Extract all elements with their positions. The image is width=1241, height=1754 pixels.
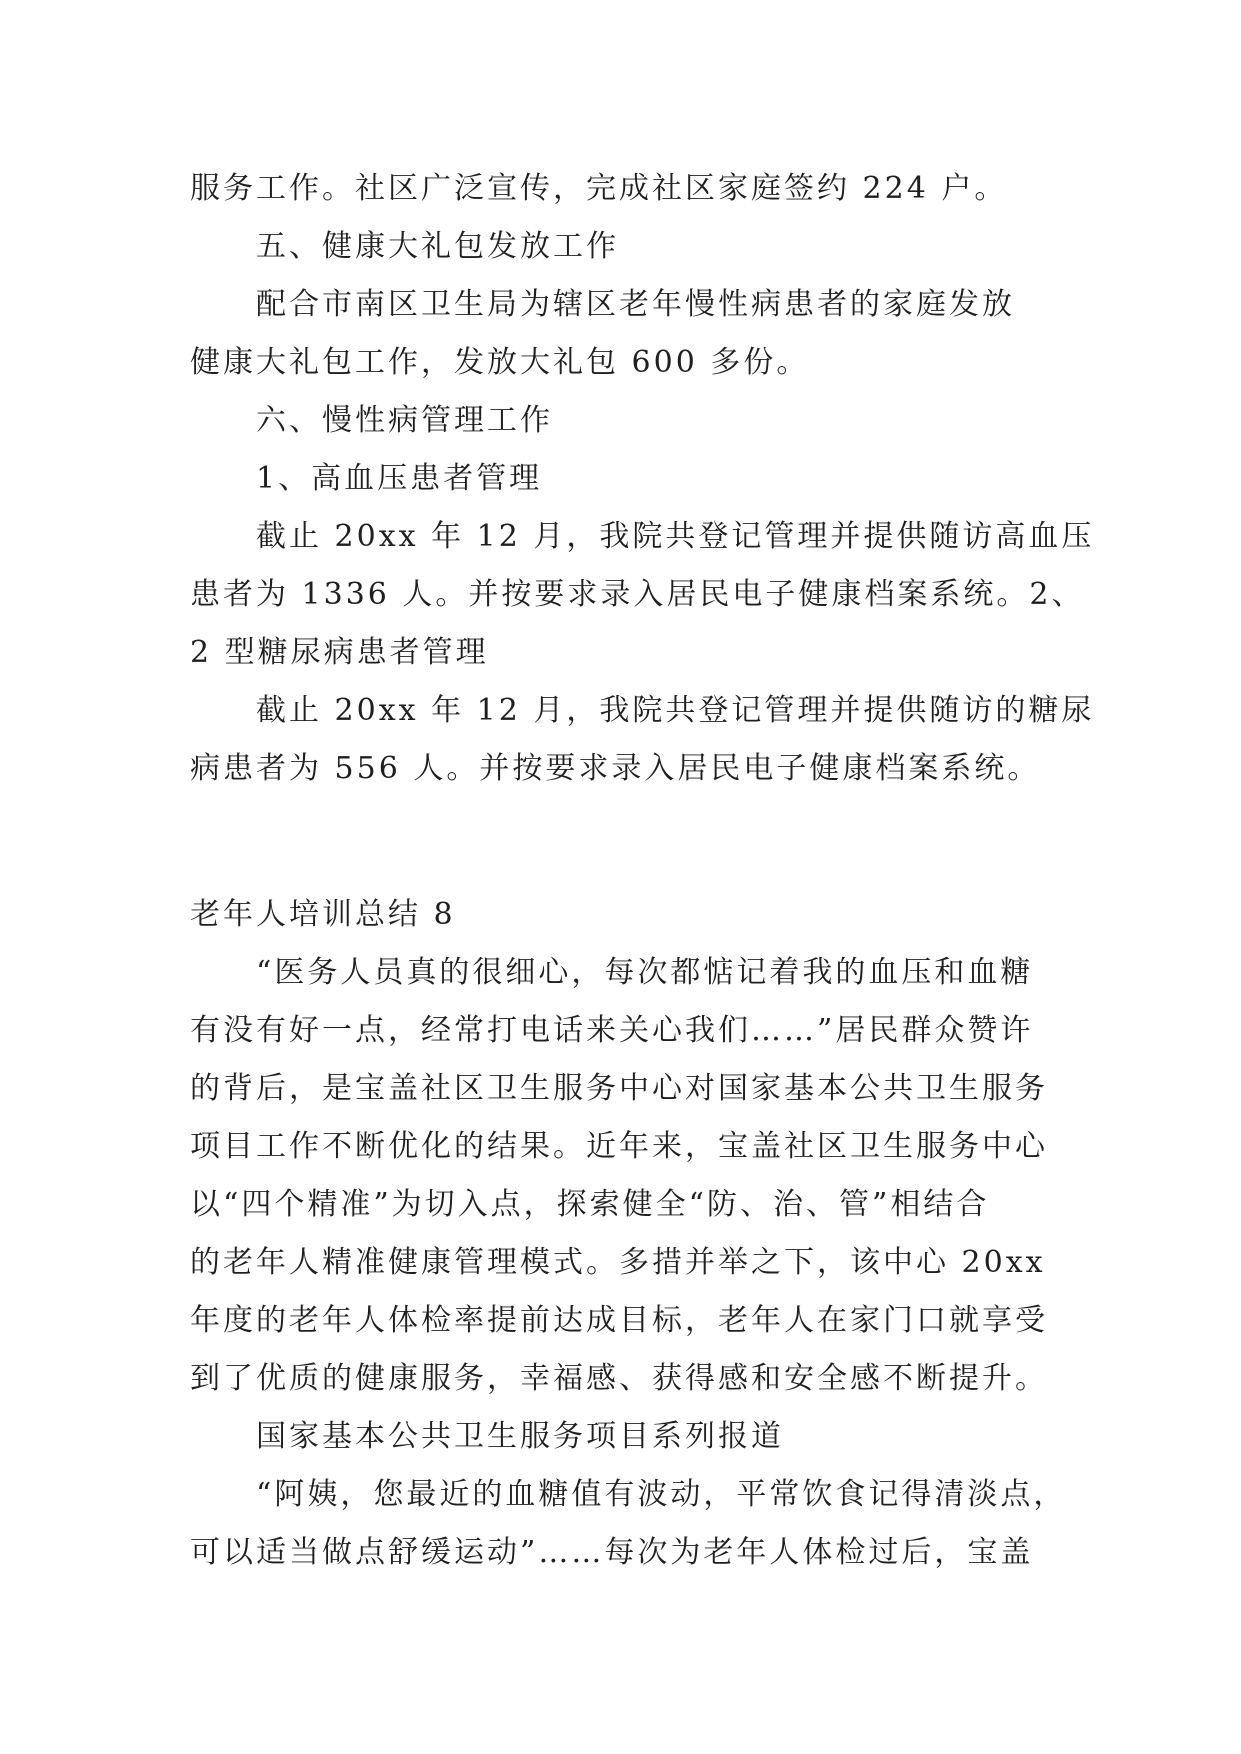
text-line: 以“四个精准”为切入点，探索健全“防、治、管”相结合	[190, 1187, 990, 1222]
text-line: 项目工作不断优化的结果。近年来，宝盖社区卫生服务中心	[190, 1129, 1048, 1164]
text-line: 六、慢性病管理工作	[256, 403, 553, 438]
text-line: 国家基本公共卫生服务项目系列报道	[256, 1419, 784, 1454]
text-line: 截止 20xx 年 12 月，我院共登记管理并提供随访的糖尿	[256, 693, 1095, 728]
text-line: 到了优质的健康服务，幸福感、获得感和安全感不断提升。	[190, 1361, 1048, 1396]
text-line: 病患者为 556 人。并按要求录入居民电子健康档案系统。	[190, 751, 1041, 786]
text-line: 2 型糖尿病患者管理	[190, 635, 489, 670]
document-body	[190, 160, 1095, 1582]
text-line: 健康大礼包工作，发放大礼包 600 多份。	[190, 345, 810, 380]
paragraph-block-2	[190, 944, 1067, 1582]
text-line: 的背后，是宝盖社区卫生服务中心对国家基本公共卫生服务	[190, 1071, 1048, 1106]
text-line: 有没有好一点，经常打电话来关心我们……”居民群众赞许	[190, 1013, 1034, 1048]
text-line: 的老年人精准健康管理模式。多措并举之下，该中心 20xx	[190, 1245, 1046, 1280]
text-line: 配合市南区卫生局为辖区老年慢性病患者的家庭发放	[256, 287, 1015, 322]
text-line: 截止 20xx 年 12 月，我院共登记管理并提供随访高血压	[256, 519, 1095, 554]
text-line: “医务人员真的很细心，每次都惦记着我的血压和血糖	[256, 955, 1034, 990]
section-gap	[190, 798, 1050, 886]
text-line: 可以适当做点舒缓运动”……每次为老年人体检过后，宝盖	[190, 1535, 1034, 1570]
text-line: “阿姨，您最近的血糖值有波动，平常饮食记得清淡点，	[256, 1477, 1067, 1512]
text-line: 患者为 1336 人。并按要求录入居民电子健康档案系统。2、	[190, 577, 1085, 612]
text-line: 服务工作。社区广泛宣传，完成社区家庭签约 224 户。	[190, 171, 1008, 206]
section-title: 老年人培训总结 8	[190, 897, 456, 932]
text-line: 年度的老年人体检率提前达成目标，老年人在家门口就享受	[190, 1303, 1048, 1338]
paragraph-block-1	[190, 160, 1095, 798]
text-line: 五、健康大礼包发放工作	[256, 229, 619, 264]
text-line: 1、高血压患者管理	[256, 461, 543, 496]
